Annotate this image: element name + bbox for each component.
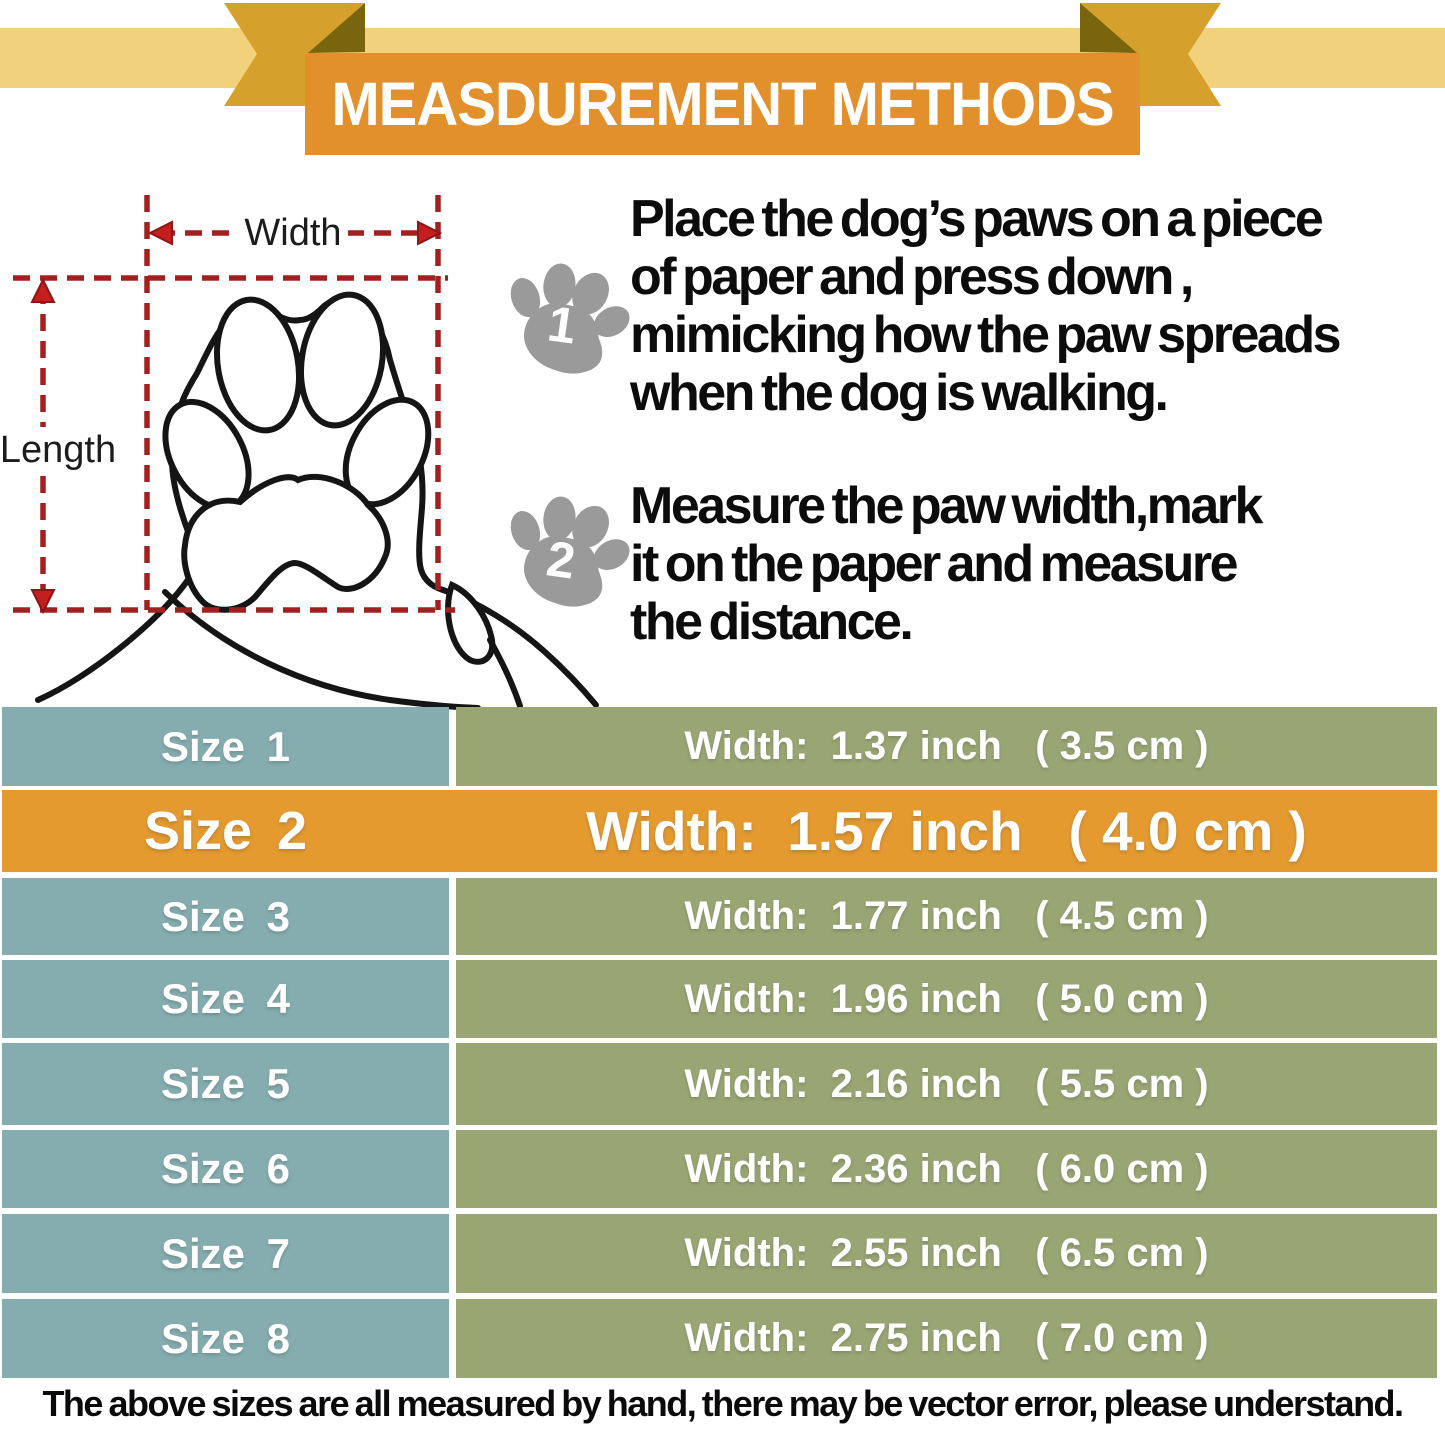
table-row bbox=[0, 1214, 1445, 1293]
step-1-line: of paper and press down , bbox=[630, 248, 1192, 306]
width-cell: Width: 1.57 inch ( 4.0 cm ) bbox=[586, 800, 1307, 862]
footer-note: The above sizes are all measured by hand, there may be vector error, please understand. bbox=[42, 1383, 1403, 1424]
size-cell: Size 1 bbox=[2, 707, 449, 786]
width-cell: Width: 1.37 inch ( 3.5 cm ) bbox=[456, 707, 1437, 786]
step-2-line: the distance. bbox=[630, 593, 912, 651]
width-cell: Width: 2.75 inch ( 7.0 cm ) bbox=[456, 1299, 1437, 1378]
width-cell: Width: 2.16 inch ( 5.5 cm ) bbox=[456, 1043, 1437, 1125]
step-1-text bbox=[630, 190, 1445, 422]
paw-outline-drawing bbox=[38, 288, 596, 708]
width-cell: Width: 2.55 inch ( 6.5 cm ) bbox=[456, 1214, 1437, 1293]
width-label: Width bbox=[238, 211, 348, 255]
table-row bbox=[0, 1299, 1445, 1378]
table-row bbox=[0, 707, 1445, 786]
step-2-text bbox=[630, 477, 1445, 651]
table-row bbox=[0, 1130, 1445, 1208]
size-cell: Size 3 bbox=[2, 878, 449, 955]
step-1-line: when the dog is walking. bbox=[630, 364, 1167, 422]
width-cell: Width: 2.36 inch ( 6.0 cm ) bbox=[456, 1130, 1437, 1208]
size-cell: Size 4 bbox=[2, 960, 449, 1038]
width-cell: Width: 1.77 inch ( 4.5 cm ) bbox=[456, 878, 1437, 955]
table-row-highlighted bbox=[2, 790, 1437, 872]
step-2-line: Measure the paw width,mark bbox=[630, 477, 1261, 535]
page-title: MEASDUREMENT METHODS bbox=[331, 69, 1114, 139]
length-label: Length bbox=[0, 427, 116, 473]
size-cell: Size 2 bbox=[143, 801, 308, 861]
step-2-line: it on the paper and measure bbox=[630, 535, 1236, 593]
size-cell: Size 6 bbox=[2, 1130, 449, 1208]
table-row bbox=[0, 1043, 1445, 1125]
width-cell: Width: 1.96 inch ( 5.0 cm ) bbox=[456, 960, 1437, 1038]
step-number-2: 2 bbox=[543, 530, 579, 590]
step-1-line: Place the dog’s paws on a piece bbox=[630, 190, 1322, 248]
table-row bbox=[0, 960, 1445, 1038]
size-cell: Size 8 bbox=[2, 1299, 449, 1378]
table-row bbox=[0, 878, 1445, 955]
step-1-line: mimicking how the paw spreads bbox=[630, 306, 1340, 364]
size-cell: Size 5 bbox=[2, 1043, 449, 1125]
step-number-1: 1 bbox=[544, 295, 580, 355]
size-cell: Size 7 bbox=[2, 1214, 449, 1293]
